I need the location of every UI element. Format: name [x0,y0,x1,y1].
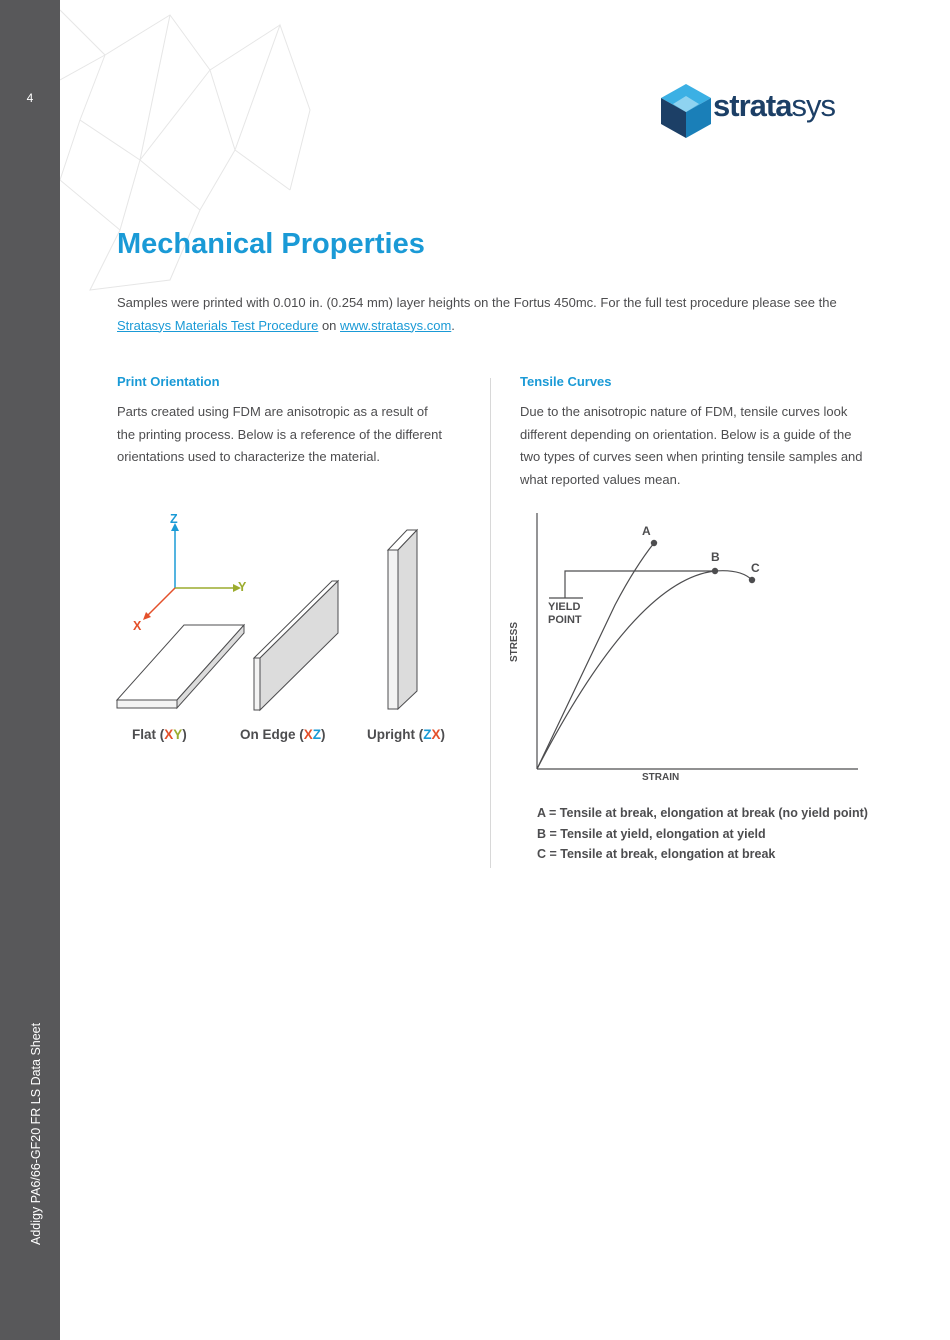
curve-a [537,543,654,769]
flat-label: Flat (XY) [132,727,187,742]
tensile-curves-heading: Tensile Curves [520,374,612,389]
upright-block-icon [388,530,417,709]
y-axis-label: Y [238,580,247,594]
tensile-legend [537,803,868,865]
document-title: Addigy PA6/66-GF20 FR LS Data Sheet [29,1022,43,1245]
legend-item-a: A = Tensile at break, elongation at break (no yield point) [537,806,868,820]
point-b [712,568,718,574]
on-edge-label: On Edge (XZ) [240,727,326,742]
print-orientation-diagram [110,505,460,715]
page-title: Mechanical Properties [117,228,425,260]
flat-block-icon [117,625,244,708]
stratasys-website-link[interactable]: www.stratasys.com [340,317,452,333]
page-number: 4 [26,91,34,105]
print-orientation-heading: Print Orientation [117,374,220,389]
stress-axis-label: STRESS [509,621,520,662]
brand-name: stratasys [713,88,835,123]
legend-item-c: C = Tensile at break, elongation at break [537,847,776,861]
upright-label: Upright (ZX) [367,727,446,742]
tensile-curves-text: Due to the anisotropic nature of FDM, tensile curves look different depending on orientation. Below is a guide of the two types of curves seen when printing tensile samples and what reported values mean. [520,404,863,487]
strain-axis-label: STRAIN [642,772,680,783]
point-a-label: A [642,524,651,538]
z-axis-label: Z [170,512,178,526]
tensile-curve-diagram [515,505,865,795]
on-edge-block-icon [254,581,338,710]
x-axis-label: X [133,619,142,633]
sidebar [0,0,60,1340]
point-c [749,577,755,583]
yield-point-label: YIELD POINT [548,601,582,626]
column-divider [490,378,491,868]
legend-item-b: B = Tensile at yield, elongation at yield [537,826,766,841]
print-orientation-text: Parts created using FDM are anisotropic as a result of the printing process. Below is a reference of the different orientations used to characterize the material. [117,404,442,464]
axes-icon [143,523,241,620]
stratasys-logo-icon [661,84,711,138]
intro-paragraph: Samples were printed with 0.010 in. (0.254 mm) layer heights on the Fortus 450mc. For the full test procedure please see the Stratasys Materials Test Procedure on www.stratasys.com. [117,295,837,333]
point-c-label: C [751,561,760,575]
point-b-label: B [711,550,720,564]
test-procedure-link[interactable]: Stratasys Materials Test Procedure [117,317,319,333]
point-a [651,540,657,546]
